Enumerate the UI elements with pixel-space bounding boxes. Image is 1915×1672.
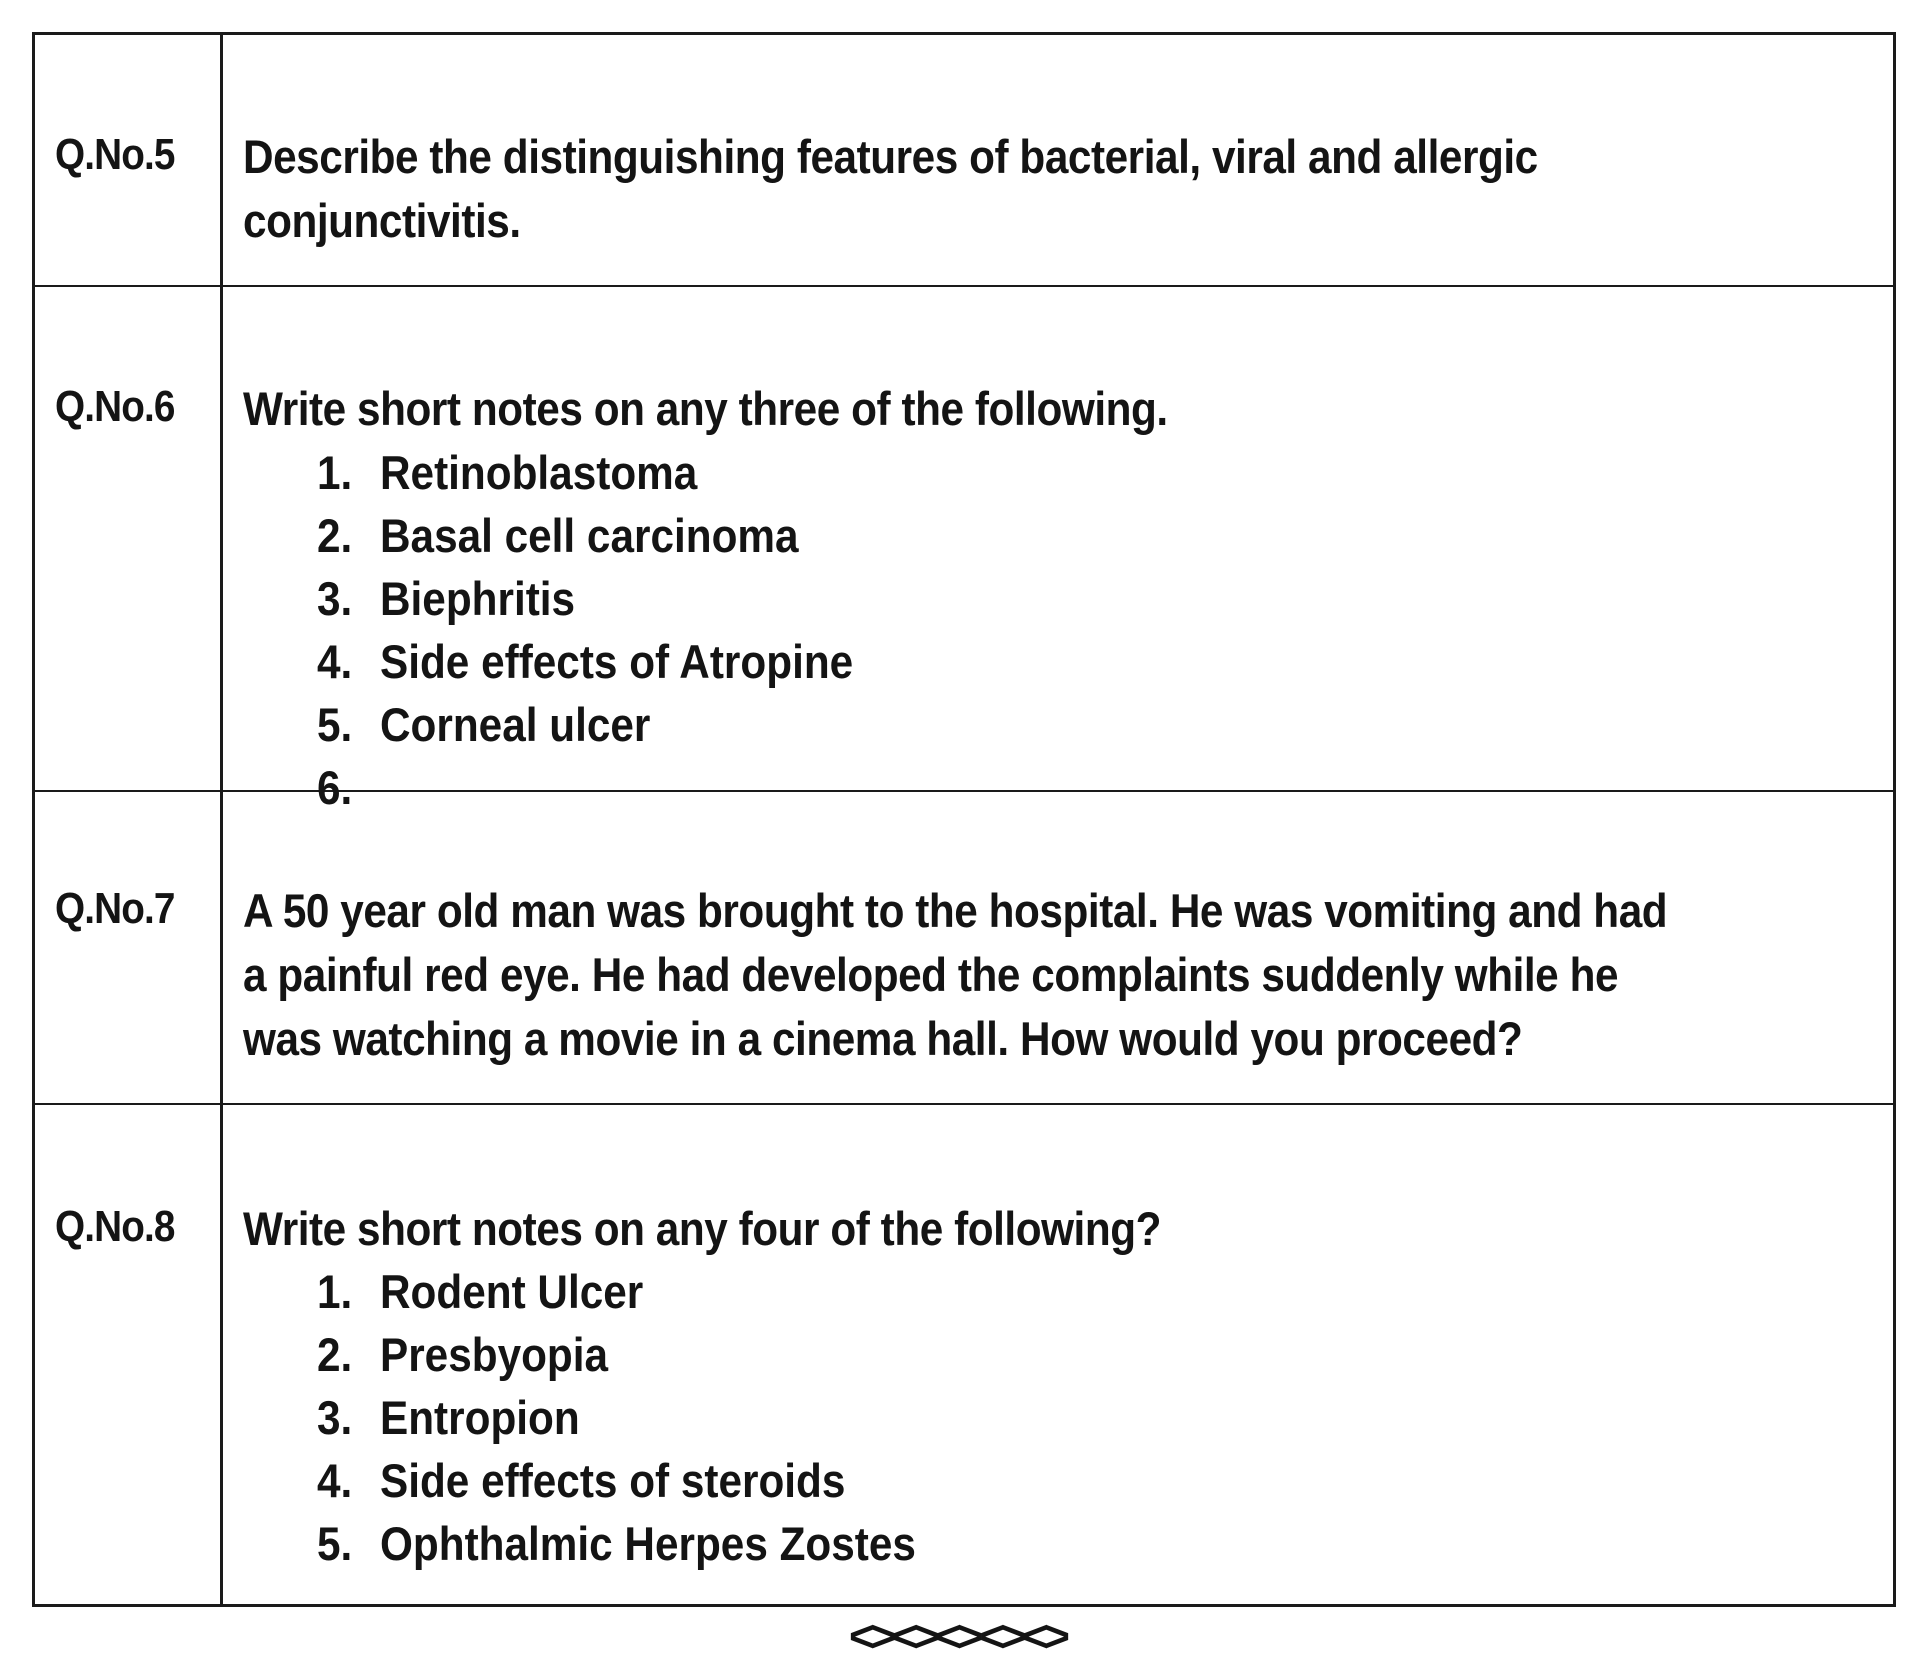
item-text: Side effects of Atropine — [380, 635, 854, 688]
question-text: A 50 year old man was brought to the hospital. He was vomiting and had a painful red eye. He had developed the complaints suddenly while he was watching a movie in a cinema hall. How would you proceed? — [243, 884, 1668, 1065]
item-number: 5. — [317, 1517, 353, 1570]
item-number: 5. — [317, 698, 353, 751]
item-number: 4. — [317, 635, 353, 688]
item-number: 3. — [317, 1391, 353, 1444]
list-item — [317, 1449, 916, 1512]
column-divider — [220, 1105, 223, 1607]
question-number: Q.No.6 — [55, 382, 175, 431]
sub-question-list — [317, 441, 853, 819]
item-text: Retinoblastoma — [380, 446, 698, 499]
item-number: 6. — [317, 761, 353, 814]
question-row-7 — [35, 792, 1893, 1105]
question-row-5 — [35, 35, 1893, 287]
question-number: Q.No.8 — [55, 1202, 175, 1251]
item-number: 3. — [317, 572, 353, 625]
sub-question-list — [317, 1260, 916, 1575]
list-item — [317, 1260, 916, 1323]
item-number: 1. — [317, 1265, 353, 1318]
item-text: Biephritis — [380, 572, 576, 625]
list-item — [317, 1323, 916, 1386]
question-text: Describe the distinguishing features of bacterial, viral and allergic conjunctivitis. — [243, 130, 1538, 247]
end-of-paper-mark: <><><><><> — [849, 1612, 1066, 1661]
item-number: 2. — [317, 509, 353, 562]
item-text: Presbyopia — [380, 1328, 609, 1381]
question-text: Write short notes on any three of the following. — [243, 382, 1168, 435]
list-item — [317, 693, 853, 756]
item-number: 2. — [317, 1328, 353, 1381]
list-item — [317, 630, 853, 693]
item-text: Rodent Ulcer — [380, 1265, 644, 1318]
list-item — [317, 504, 853, 567]
question-text: Write short notes on any four of the following? — [243, 1202, 1162, 1255]
item-text: Side effects of steroids — [380, 1454, 846, 1507]
item-text: Corneal ulcer — [380, 698, 651, 751]
item-text: Ophthalmic Herpes Zostes — [380, 1517, 916, 1570]
column-divider — [220, 287, 223, 790]
question-row-6 — [35, 287, 1893, 814]
question-row-8 — [35, 1105, 1893, 1607]
column-divider — [220, 792, 223, 1103]
item-number: 4. — [317, 1454, 353, 1507]
list-item — [317, 1386, 916, 1449]
column-divider — [220, 35, 223, 285]
question-number: Q.No.5 — [55, 130, 175, 179]
list-item — [317, 441, 853, 504]
item-text: Basal cell carcinoma — [380, 509, 799, 562]
question-number: Q.No.7 — [55, 884, 175, 933]
question-table — [32, 32, 1896, 1607]
item-text: Entropion — [380, 1391, 580, 1444]
item-number: 1. — [317, 446, 353, 499]
list-item — [317, 1512, 916, 1575]
list-item — [317, 567, 853, 630]
